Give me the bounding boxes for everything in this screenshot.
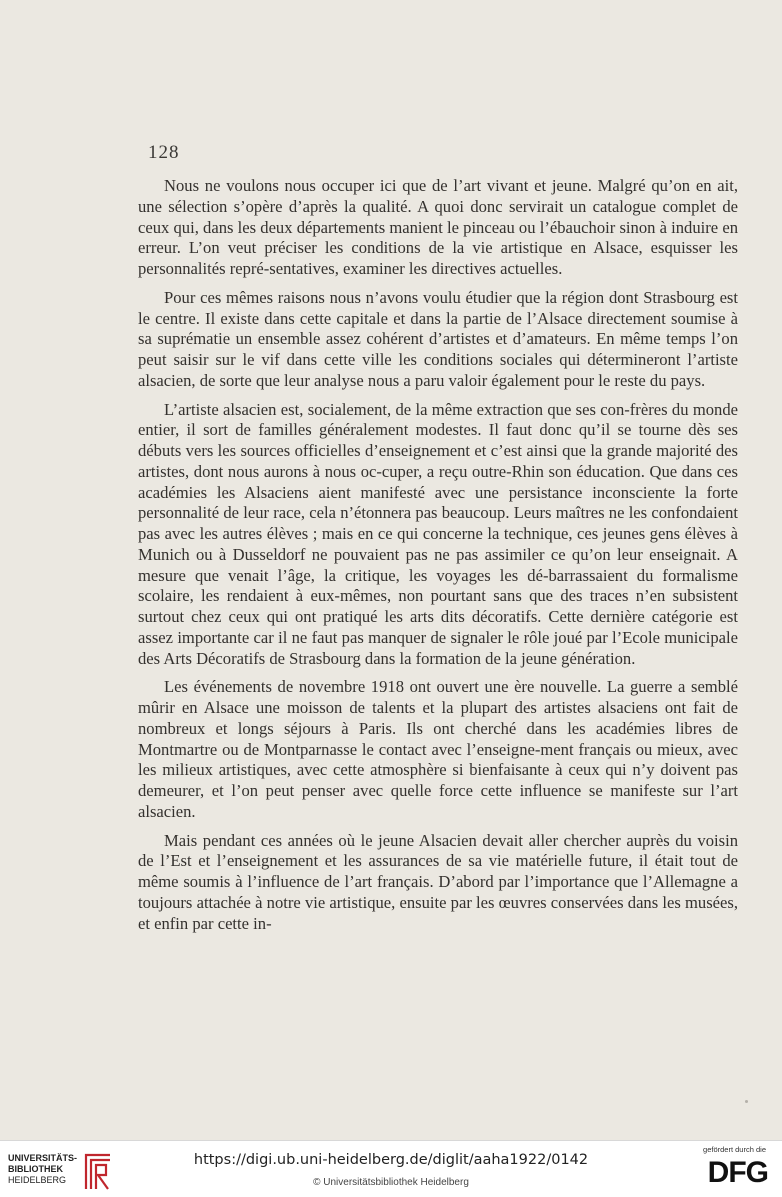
funder-block[interactable] (692, 1145, 768, 1193)
paragraph-3: L’artiste alsacien est, socialement, de la même extraction que ses con-frères du monde entier, il sort de familles généralement modestes. Il faut donc qu’il se tourne dès ses débuts vers les sources officielles d’enseignement et c’est ainsi que la grande majorité des artistes, dont nous aurons à nous oc-cuper, a reçu outre-Rhin son éducation. Que dans ces académies les Alsaciens aient manifesté avec une persistance inconsciente la forte personnalité de leur race, cela n’étonnera pas beaucoup. Leurs maîtres ne les confondaient pas avec les autres élèves ; mais en ce qui concerne la technique, ces jeunes gens élèves à Munich ou à Dusseldorf ne pouvaient pas ne pas assimiler ce qu’on leur enseignait. A mesure que venait l’âge, la critique, les voyages les dé-barrassaient du formalisme scolaire, les rendaient à eux-mêmes, non pourtant sans que des traces n’en subsistent surtout chez ceux qui ont pratiqué les arts dits décoratifs. Cette dernière catégorie est assez importante car il ne faut pas manquer de signaler le rôle joué par l’Ecole municipale des Arts Décoratifs de Strasbourg dans la formation de la jeune génération. (138, 399, 738, 668)
funding-caption: gefördert durch die (703, 1145, 766, 1154)
library-line-2: BIBLIOTHEK (8, 1164, 63, 1174)
paper-speck (745, 1100, 748, 1103)
page-number: 128 (148, 142, 180, 163)
paragraph-2: Pour ces mêmes raisons nous n’avons voulu étudier que la région dont Strasbourg est le centre. Il existe dans cette capitale et dans la partie de l’Alsace directement soumise à sa suprématie un ensemble assez cohérent d’artistes et d’amateurs. En même temps l’on peut saisir sur le vif dans cette ville les conditions sociales qui détermineront l’artiste alsacien, de sorte que leur analyse nous a paru valoir également pour le reste du pays. (138, 287, 738, 390)
paragraph-4: Les événements de novembre 1918 ont ouvert une ère nouvelle. La guerre a semblé mûrir en Alsace une moisson de talents et la plupart des artistes alsaciens ont fait de nombreux et longs séjours à Paris. Ils ont cherché dans les académies libres de Montmartre ou de Montparnasse le contact avec l’enseigne-ment français ou mieux, avec les milieux artistiques, avec cette atmosphère si bienfaisante à ceux qui n’y doivent pas demeurer, et l’on peut penser avec quelle force cette influence se manifeste sur l’art alsacien. (138, 677, 738, 821)
dfg-logo: DFG (707, 1156, 768, 1189)
body-text (138, 176, 738, 942)
library-line-1: UNIVERSITÄTS- (8, 1153, 78, 1163)
paragraph-1: Nous ne voulons nous occuper ici que de l’art vivant et jeune. Malgré qu’on en ait, une sélection s’opère d’après la qualité. A quoi donc servirait un catalogue complet de ceux qui, dans les deux départements manient le pinceau ou l’ébauchoir sinon à induire en erreur. L’on veut préciser les conditions de la vie artistique en Alsace, esquisser les personnalités repré-sentatives, examiner les directives actuelles. (138, 176, 738, 278)
footer-bar (0, 1140, 782, 1197)
paragraph-5: Mais pendant ces années où le jeune Alsacien devait aller chercher auprès du voisin de l’Est et l’enseignement et les assurances de sa vie matérielle future, il était tout de même soumis à l’influence de l’art français. D’abord par l’importance que l’Allemagne a toujours attachée à notre vie artistique, ensuite par les œuvres conservées dans les musées, et enfin par cette in- (138, 830, 738, 933)
copyright-notice: © Universitätsbibliothek Heidelberg (313, 1177, 469, 1188)
permalink-url[interactable]: https://digi.ub.uni-heidelberg.de/diglit/aaha1922/0142 (193, 1152, 589, 1168)
library-line-3: HEIDELBERG (8, 1175, 67, 1185)
